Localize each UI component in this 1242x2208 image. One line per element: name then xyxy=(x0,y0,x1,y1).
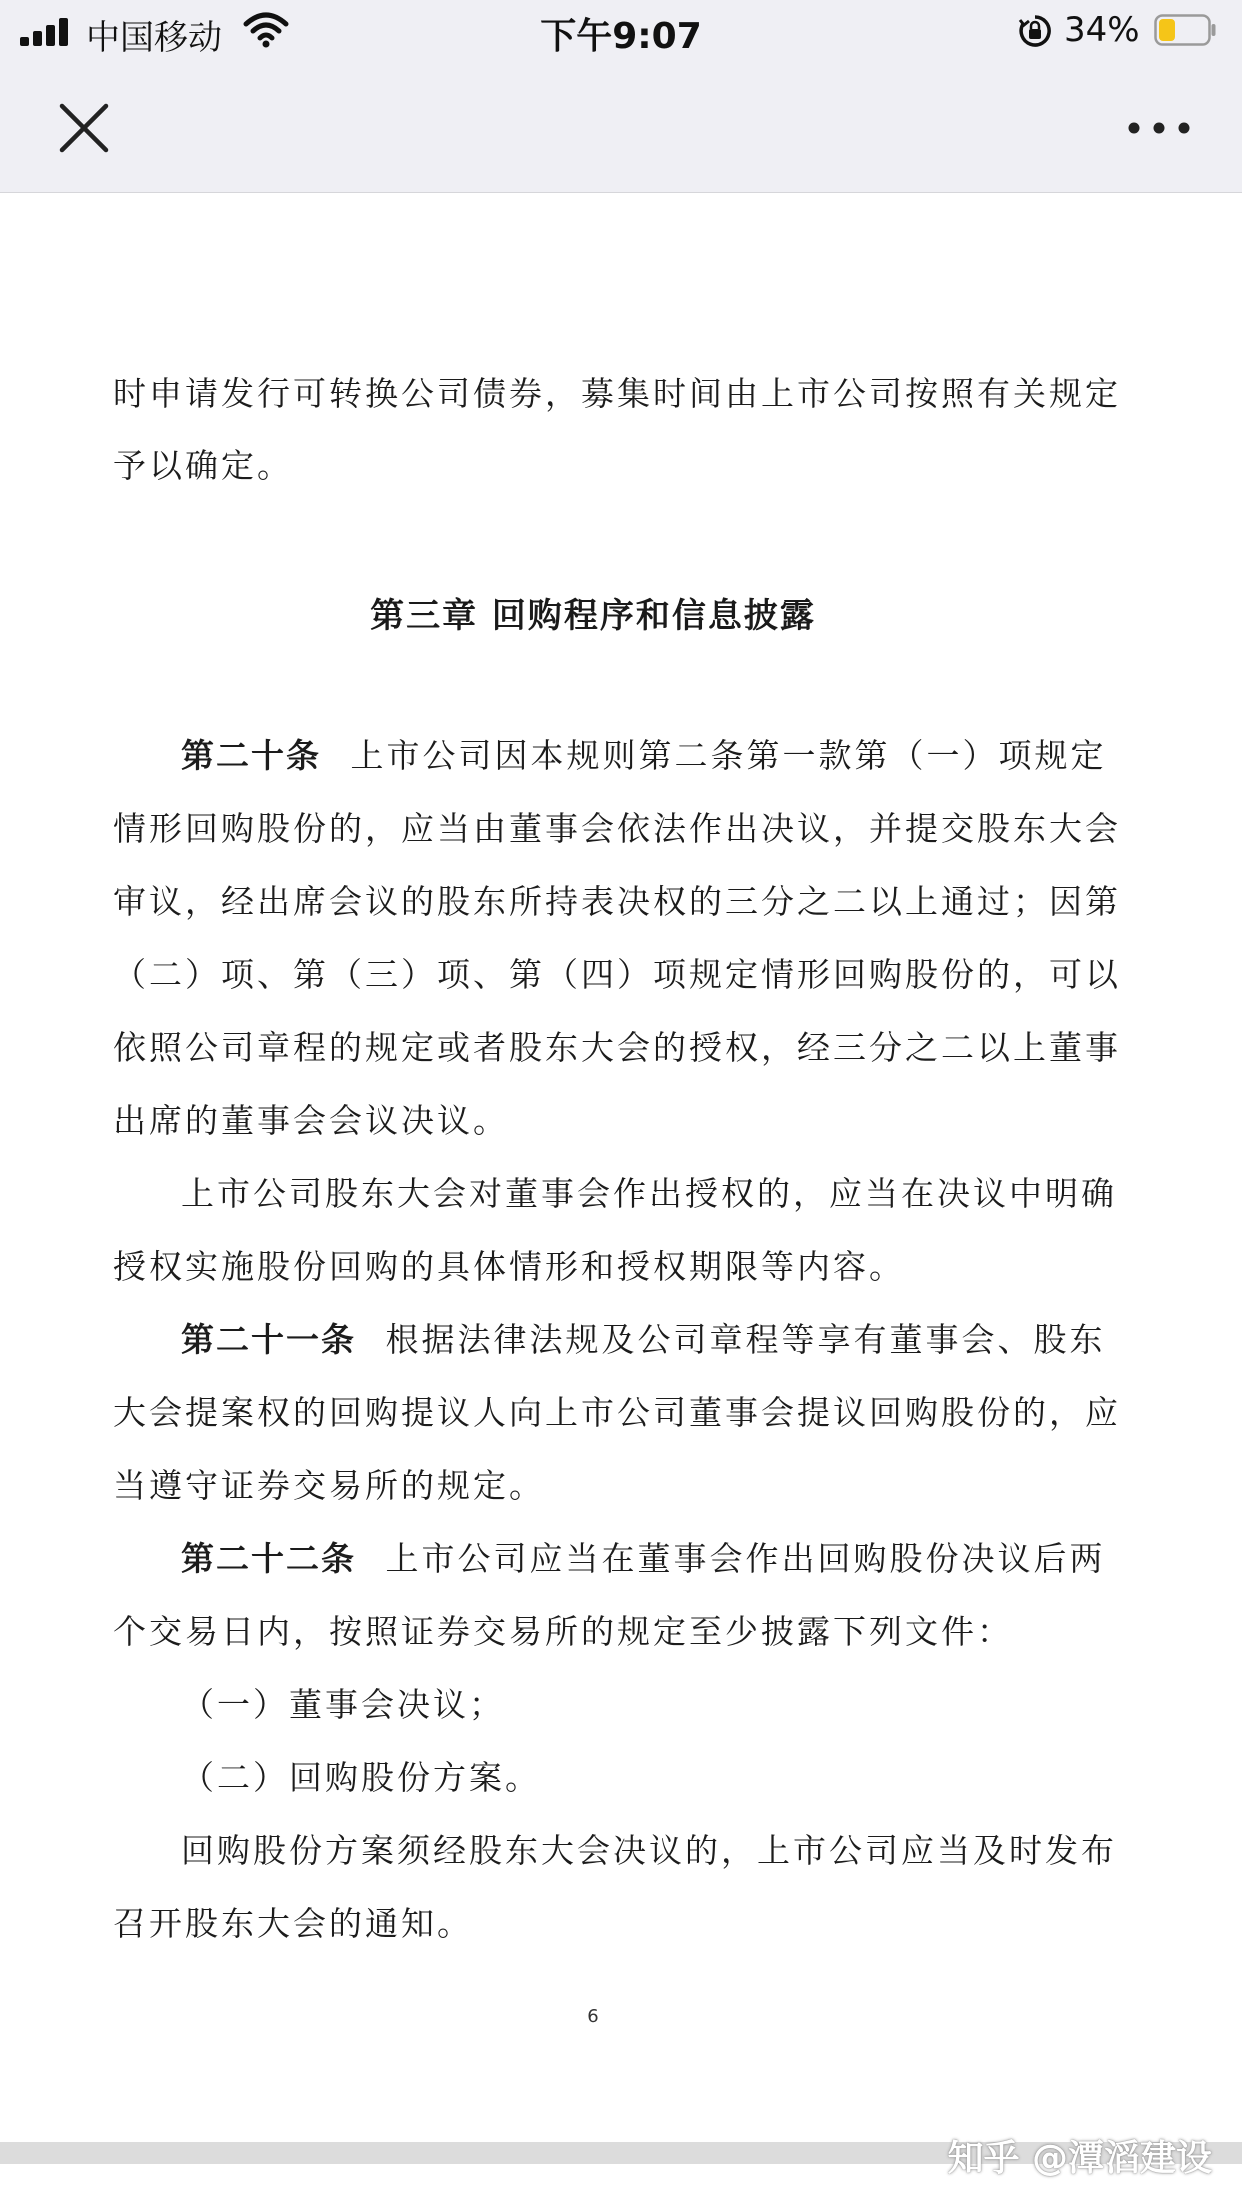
paragraph-line: 时申请发行可转换公司债券，募集时间由上市公司按照有关规定 xyxy=(113,374,1121,413)
battery-fill xyxy=(1159,19,1175,41)
paragraph-line: （二）项、第（三）项、第（四）项规定情形回购股份的，可以 xyxy=(113,955,1121,994)
article-21-first-line xyxy=(181,1314,1106,1361)
battery-icon xyxy=(1154,14,1216,46)
watermark: 知乎 @潭滔建设 xyxy=(947,2138,1212,2179)
list-item: （一）董事会决议； xyxy=(181,1685,505,1724)
paragraph-line: 个交易日内，按照证券交易所的规定至少披露下列文件： xyxy=(113,1612,1013,1651)
paragraph-line: 上市公司股东大会对董事会作出授权的，应当在决议中明确 xyxy=(181,1174,1117,1213)
article-text: 上市公司因本规则第二条第一款第（一）项规定 xyxy=(350,736,1107,775)
carrier-name: 中国移动 xyxy=(86,18,222,58)
article-text: 根据法律法规及公司章程等享有董事会、股东 xyxy=(385,1320,1106,1359)
article-20-first-line xyxy=(181,730,1107,777)
close-icon[interactable] xyxy=(54,98,114,158)
article-heading: 第二十一条 xyxy=(181,1320,356,1359)
paragraph-line: 审议，经出席会议的股东所持表决权的三分之二以上通过；因第 xyxy=(113,882,1121,921)
status-bar xyxy=(0,0,1242,62)
status-time: 下午9:07 xyxy=(540,16,702,57)
navigation-bar xyxy=(0,62,1242,193)
article-heading: 第二十条 xyxy=(181,736,321,775)
paragraph-line: 出席的董事会会议决议。 xyxy=(113,1101,509,1140)
page-number: 6 xyxy=(587,2006,599,2027)
battery-percentage: 34% xyxy=(1064,10,1140,50)
paragraph-line: 情形回购股份的，应当由董事会依法作出决议，并提交股东大会 xyxy=(113,809,1121,848)
more-icon[interactable] xyxy=(1124,108,1194,148)
list-item: （二）回购股份方案。 xyxy=(181,1758,541,1797)
paragraph-line: 依照公司章程的规定或者股东大会的授权，经三分之二以上董事 xyxy=(113,1028,1121,1067)
article-text: 上市公司应当在董事会作出回购股份决议后两 xyxy=(385,1539,1106,1578)
article-heading: 第二十二条 xyxy=(181,1539,356,1578)
paragraph-line: 予以确定。 xyxy=(113,446,293,485)
article-22-first-line xyxy=(181,1533,1106,1580)
chapter-title: 第三章 回购程序和信息披露 xyxy=(370,596,816,636)
document-page xyxy=(113,192,1121,2132)
paragraph-line: 授权实施股份回购的具体情形和授权期限等内容。 xyxy=(113,1247,905,1286)
paragraph-line: 回购股份方案须经股东大会决议的，上市公司应当及时发布 xyxy=(181,1831,1117,1870)
paragraph-line: 大会提案权的回购提议人向上市公司董事会提议回购股份的，应 xyxy=(113,1393,1121,1432)
paragraph-line: 召开股东大会的通知。 xyxy=(113,1904,473,1943)
paragraph-line: 当遵守证券交易所的规定。 xyxy=(113,1466,545,1505)
rotation-lock-icon xyxy=(1018,14,1052,48)
